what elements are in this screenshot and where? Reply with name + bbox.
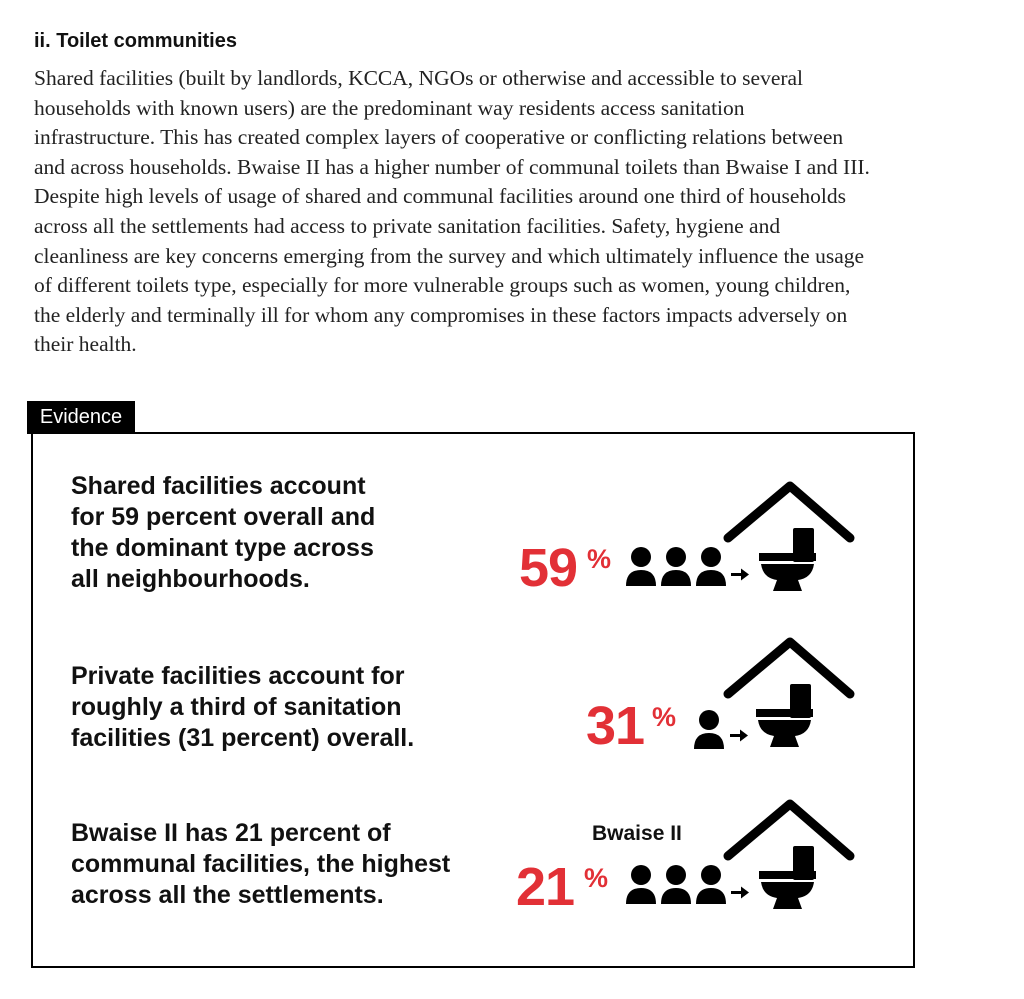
evidence-item-private-text [71, 661, 414, 754]
person-icon [661, 547, 691, 586]
evidence-line: Shared facilities account [71, 472, 366, 500]
evidence-item-shared-text [71, 471, 375, 595]
evidence-item-communal-text [71, 818, 450, 911]
communal-percent-value: 21 [516, 857, 575, 917]
evidence-line: Bwaise II has 21 percent of [71, 819, 391, 847]
body-line: the elderly and terminally ill for whom any compromises in these factors impacts adversely on [34, 302, 848, 327]
person-icon [626, 865, 656, 904]
private-percent-sign: % [652, 702, 677, 732]
house-roof-icon [728, 486, 850, 538]
house-roof-icon [728, 642, 850, 694]
body-line: and across households. Bwaise II has a higher number of communal toilets than Bwaise I and III. [34, 154, 870, 179]
body-line: across all the settlements had access to private sanitation facilities. Safety, hygiene and [34, 213, 781, 238]
body-line: cleanliness are key concerns emerging from the survey and which ultimately influence the usage [34, 243, 865, 268]
arrow-right-icon [731, 569, 749, 581]
evidence-tag: Evidence [27, 401, 135, 434]
evidence-line: Private facilities account for [71, 662, 405, 690]
toilet-icon [756, 684, 813, 747]
body-line: households with known users) are the predominant way residents access sanitation [34, 95, 745, 120]
communal-percent-sign: % [584, 863, 609, 893]
evidence-line: roughly a third of sanitation [71, 693, 402, 721]
body-paragraph [34, 64, 992, 360]
evidence-line: the dominant type across [71, 534, 374, 562]
person-icon [696, 547, 726, 586]
shared-percent-sign: % [587, 544, 612, 574]
arrow-right-icon [730, 730, 748, 742]
house-roof-icon [728, 804, 850, 856]
evidence-line: across all the settlements. [71, 881, 384, 909]
evidence-line: all neighbourhoods. [71, 565, 310, 593]
person-to-toilet-in-house-icon [690, 634, 860, 749]
bwaise-ii-label: Bwaise II [592, 822, 682, 845]
shared-percent-value: 59 [519, 538, 578, 598]
evidence-line: for 59 percent overall and [71, 503, 376, 531]
person-icon [661, 865, 691, 904]
body-line: Shared facilities (built by landlords, KCCA, NGOs or otherwise and accessible to several [34, 66, 804, 90]
body-line: infrastructure. This has created complex layers of cooperative or conflicting relations between [34, 125, 844, 150]
people-to-toilet-in-house-icon [620, 796, 860, 911]
arrow-right-icon [731, 887, 749, 899]
private-percent-value: 31 [586, 696, 645, 756]
body-line: Despite high levels of usage of shared and communal facilities around one third of households [34, 184, 847, 209]
person-icon [626, 547, 656, 586]
toilet-icon [759, 846, 816, 909]
body-line: their health. [34, 332, 137, 357]
person-icon [694, 710, 724, 749]
toilet-icon [759, 528, 816, 591]
evidence-line: communal facilities, the highest [71, 850, 451, 878]
section-heading: ii. Toilet communities [34, 30, 237, 52]
people-to-toilet-in-house-icon [620, 478, 860, 593]
evidence-line: facilities (31 percent) overall. [71, 724, 415, 752]
person-icon [696, 865, 726, 904]
body-line: of different toilets type, especially for more vulnerable groups such as women, young children, [34, 273, 851, 298]
